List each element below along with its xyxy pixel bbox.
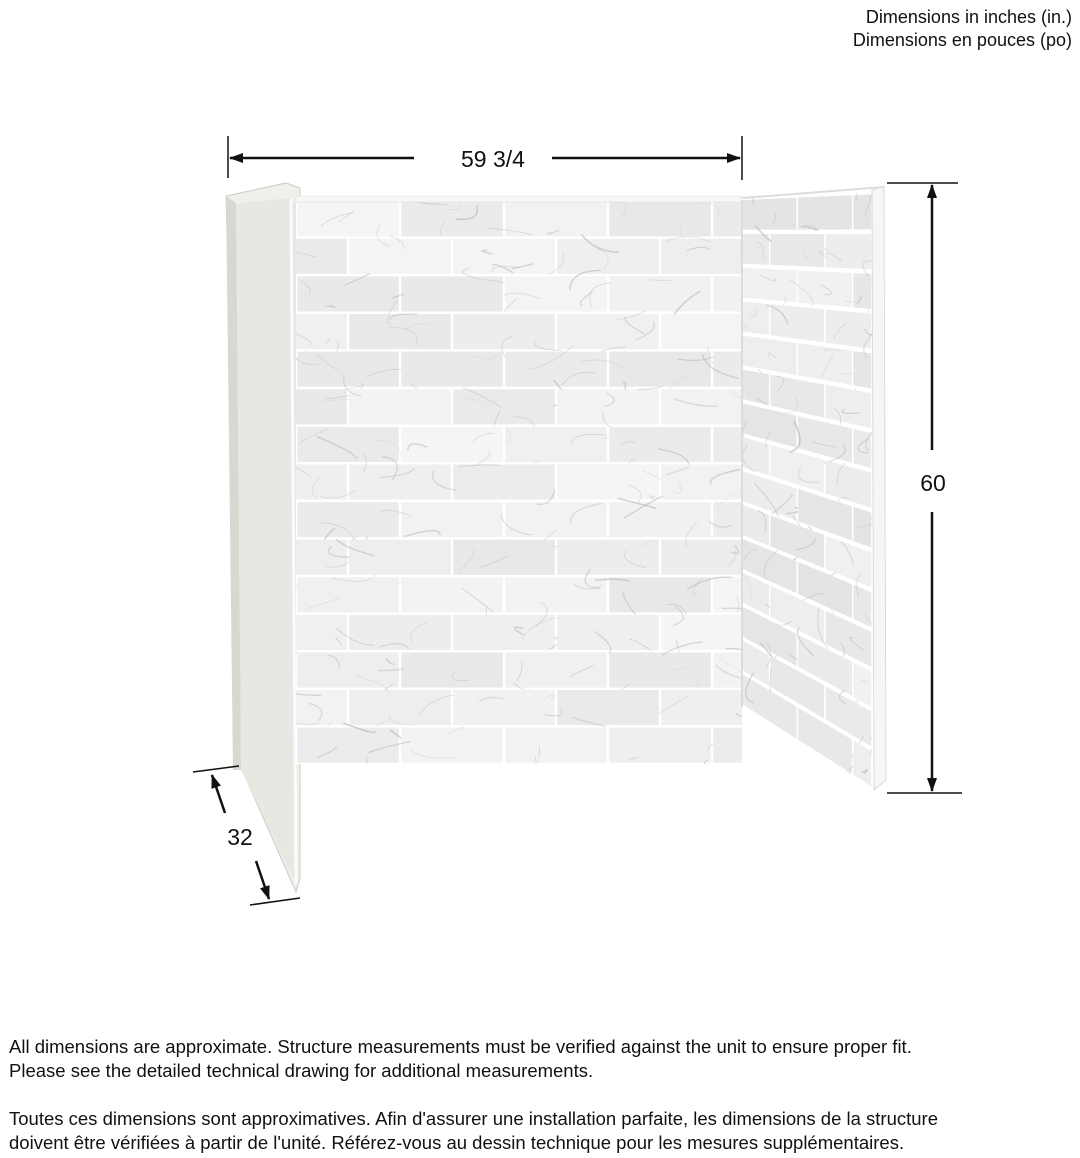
width-dimension [228,136,742,180]
english-disclaimer-line-1: All dimensions are approximate. Structure measurements must be verified against the unit to ensure proper fit. [9,1036,912,1057]
english-disclaimer [9,1035,1074,1082]
english-disclaimer-line-2: Please see the detailed technical drawing for additional measurements. [9,1059,594,1081]
right-wall-tiles [734,187,877,786]
right-panel-flange [872,186,886,790]
height-dimension-label: 60 [920,470,946,496]
french-disclaimer-line-2: doivent être vérifiées à partir de l'unité. Référez-vous au dessin technique pour les mesures supplémentaires. [9,1131,905,1153]
units-note-english: Dimensions in inches (in.) [865,7,1072,27]
left-side-panel [226,183,300,892]
width-dimension-label: 59 3/4 [461,146,525,172]
height-dimension [887,183,962,793]
french-disclaimer [9,1107,1074,1154]
depth-dimension-label: 32 [227,824,253,850]
right-side-panel [734,186,886,790]
french-disclaimer-line-1: Toutes ces dimensions sont approximatives. Afin d'assurer une installation parfaite, les dimensions de la structure [9,1108,939,1129]
left-panel-inner-face [236,198,296,884]
disclaimer-notes [9,1035,1074,1154]
units-note-french: Dimensions en pouces (po) [852,30,1072,50]
